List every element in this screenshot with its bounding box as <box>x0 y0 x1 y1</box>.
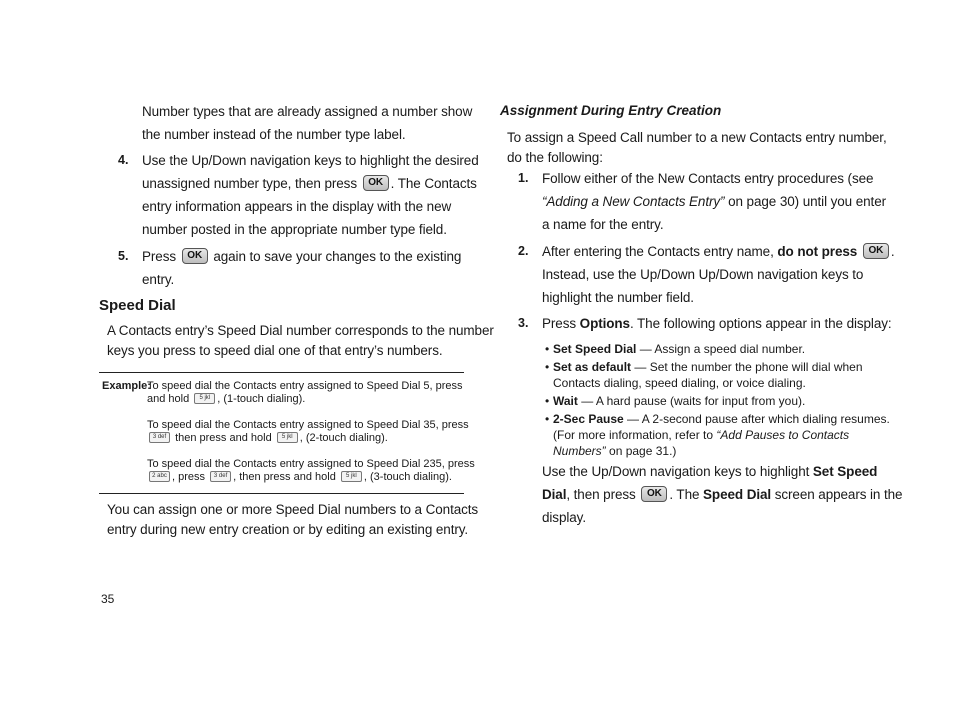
step-5-line-1 <box>142 245 472 268</box>
step-5 <box>142 245 472 291</box>
step-1-line-2 <box>542 190 887 213</box>
step-2-number: 2. <box>518 244 529 258</box>
example-2-text: then press and hold <box>175 432 272 444</box>
assignment-subheading: Assignment During Entry Creation <box>500 103 722 118</box>
bullet-icon: • <box>545 342 550 356</box>
final-mid-text: , then press <box>566 487 636 502</box>
final-line-3: display. <box>542 510 586 525</box>
example-1-text-after: , (1-touch dialing). <box>217 393 306 405</box>
step-1-number: 1. <box>518 171 529 185</box>
final-after-text: . The <box>669 487 704 502</box>
step-5-text: Press <box>142 249 177 264</box>
step-4-text: unassigned number type, then press <box>142 176 357 191</box>
step-4-text-after: . The Contacts <box>390 176 477 191</box>
step-5-number: 5. <box>118 249 129 263</box>
key-5-icon: 5 jkl <box>277 432 298 443</box>
step-2-text: After entering the Contacts entry name, <box>542 244 778 259</box>
speed-dial-line-2: keys you press to speed dial one of that entry’s numbers. <box>107 342 443 358</box>
example-1-line-1: To speed dial the Contacts entry assigned to Speed Dial 5, press <box>147 380 463 392</box>
option-desc-2: Contacts dialing, speed dialing, or voice dialing. <box>553 376 806 390</box>
step-1-line-1: Follow either of the New Contacts entry procedures (see <box>542 171 874 186</box>
option-2-sec-pause <box>545 411 890 459</box>
example-3-text-a: , press <box>172 471 206 483</box>
example-2-text-after: , (2-touch dialing). <box>299 432 388 444</box>
add-pauses-link-2[interactable]: Numbers” <box>553 444 606 458</box>
step-4-line-2 <box>142 172 477 195</box>
step-3-number: 3. <box>518 316 529 330</box>
example-1 <box>147 380 467 406</box>
ok-key-icon: OK <box>182 248 208 264</box>
options-list <box>545 341 890 459</box>
bullet-icon: • <box>545 360 550 374</box>
option-wait <box>545 393 873 409</box>
step-2 <box>542 240 895 309</box>
step-4-line-1: Use the Up/Down navigation keys to highlight the desired <box>142 153 479 168</box>
example-1-text: and hold <box>147 393 190 405</box>
example-box <box>99 372 475 494</box>
ok-key-icon: OK <box>863 243 889 259</box>
speed-dial-bold: Speed Dial <box>703 487 772 502</box>
option-desc: — Assign a speed dial number. <box>636 342 806 356</box>
bullet-icon: • <box>545 412 550 426</box>
set-speed-text: Set Speed <box>812 464 878 479</box>
example-1-line-2 <box>147 393 467 406</box>
right-intro <box>507 128 887 167</box>
step-3-line-1 <box>542 312 892 335</box>
step-2-line-1 <box>542 240 895 263</box>
add-pauses-link[interactable]: “Add Pauses to Contacts <box>716 428 850 442</box>
step-2-line-2: Instead, use the Up/Down Up/Down navigation keys to <box>542 267 864 282</box>
option-desc-2 <box>553 427 873 443</box>
right-intro-line-2: do the following: <box>507 149 603 165</box>
step-5-line-2: entry. <box>142 272 175 287</box>
option-page-ref: on page 31.) <box>605 444 677 458</box>
option-term: Wait <box>553 394 578 408</box>
key-5-icon: 5 jkl <box>341 471 362 482</box>
left-intro <box>142 100 472 146</box>
example-3-text-c: , (3-touch dialing). <box>363 471 452 483</box>
option-set-as-default <box>545 359 873 391</box>
option-desc: — A hard pause (waits for input from you). <box>577 394 806 408</box>
bullet-icon: • <box>545 394 550 408</box>
step-5-text-after: again to save your changes to the existing <box>213 249 462 264</box>
outro-line-2: entry during new entry creation or by editing an existing entry. <box>107 521 469 537</box>
example-2 <box>147 419 467 445</box>
speed-dial-paragraph <box>107 321 494 360</box>
step-3 <box>542 312 892 335</box>
dial-text: Dial <box>542 487 567 502</box>
final-line-1 <box>542 460 878 483</box>
example-3-line-1: To speed dial the Contacts entry assigned to Speed Dial 235, press <box>147 458 475 470</box>
do-not-press-text: do not press <box>777 244 858 259</box>
step-4-line-3: entry information appears in the display with the new <box>142 199 452 214</box>
outro-line-1: You can assign one or more Speed Dial numbers to a Contacts <box>107 502 479 517</box>
intro-line-2: the number instead of the number type label. <box>142 127 406 142</box>
step-4-number: 4. <box>118 153 129 167</box>
final-end-text: screen appears in the <box>771 487 903 502</box>
step-2-period: . <box>890 244 895 259</box>
example-2-line-1: To speed dial the Contacts entry assigned to Speed Dial 35, press <box>147 419 469 431</box>
example-2-line-2 <box>147 432 467 445</box>
speed-dial-line-1: A Contacts entry’s Speed Dial number corresponds to the number <box>107 323 494 338</box>
example-3-text-b: , then press and hold <box>233 471 336 483</box>
right-intro-line-1: To assign a Speed Call number to a new Contacts entry number, <box>507 130 887 145</box>
step-1 <box>542 167 887 236</box>
option-term: 2-Sec Pause <box>553 412 624 426</box>
option-ref-text: (For more information, refer to <box>553 428 717 442</box>
outro-paragraph <box>107 500 479 539</box>
intro-line-1: Number types that are already assigned a number show <box>142 104 473 119</box>
option-desc: — A 2-second pause after which dialing resumes. <box>623 412 890 426</box>
step-3-text: Press <box>542 316 580 331</box>
step-2-line-3: highlight the number field. <box>542 290 694 305</box>
final-line-2 <box>542 483 903 506</box>
option-set-speed-dial <box>545 341 873 357</box>
option-desc-3 <box>553 443 873 459</box>
key-3-icon: 3 def <box>149 432 170 443</box>
step-4 <box>142 149 479 241</box>
final-text: Use the Up/Down navigation keys to highlight <box>542 464 813 479</box>
page-number: 35 <box>101 592 115 606</box>
step-1-text-after: on page 30) until you enter <box>724 194 887 209</box>
step-3-text-after: . The following options appear in the display: <box>629 316 892 331</box>
final-paragraph <box>542 460 903 529</box>
option-term: Set as default <box>553 360 632 374</box>
key-2-icon: 2 abc <box>149 471 170 482</box>
ok-key-icon: OK <box>641 486 667 502</box>
option-desc: — Set the number the phone will dial when <box>631 360 863 374</box>
options-text: Options <box>579 316 630 331</box>
option-term: Set Speed Dial <box>553 342 637 356</box>
key-5-icon: 5 jkl <box>194 393 215 404</box>
example-3 <box>147 458 475 484</box>
adding-contact-link[interactable]: “Adding a New Contacts Entry” <box>542 194 725 209</box>
step-4-line-4: number posted in the appropriate number type field. <box>142 222 447 237</box>
example-3-line-2 <box>147 471 467 484</box>
ok-key-icon: OK <box>363 175 389 191</box>
key-3-icon: 3 def <box>210 471 231 482</box>
step-1-line-3: a name for the entry. <box>542 217 664 232</box>
speed-dial-heading: Speed Dial <box>99 297 176 314</box>
example-label: Example: <box>102 380 151 392</box>
